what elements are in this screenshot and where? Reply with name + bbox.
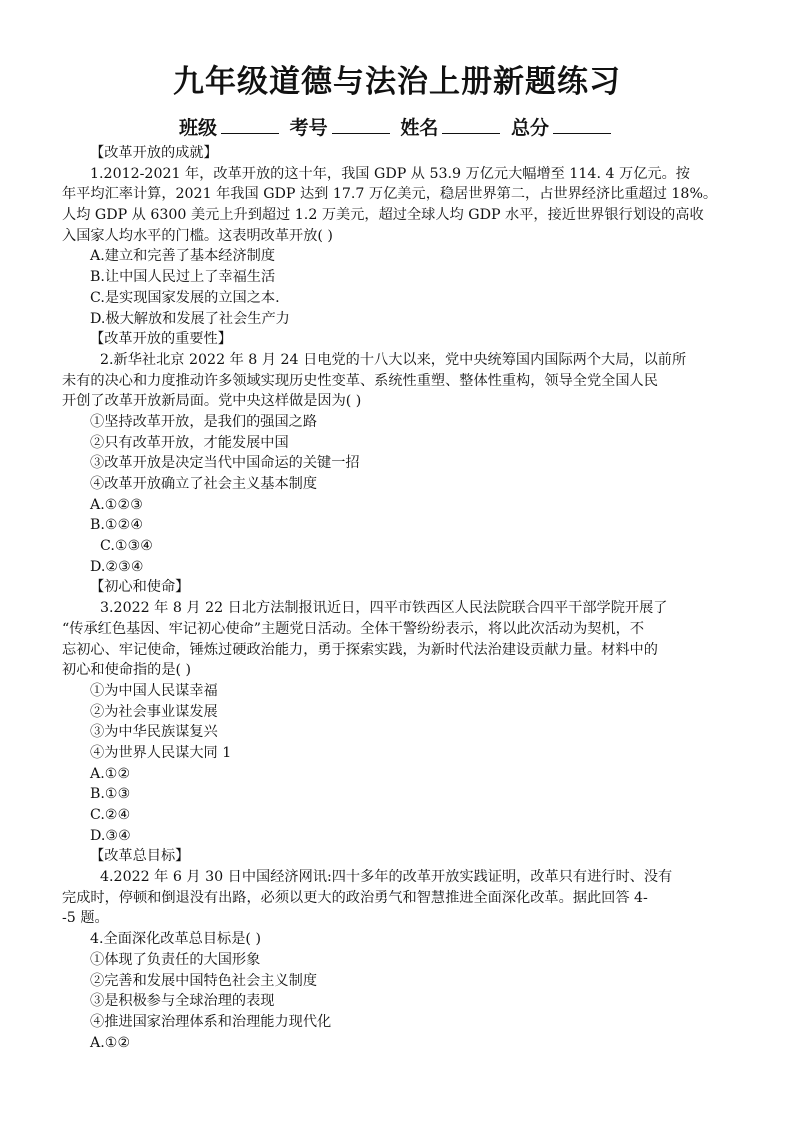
section-heading: 【改革开放的重要性】: [90, 331, 232, 348]
text-line: 开创了改革开放新局面。党中央这样做是因为( ): [62, 393, 362, 410]
text-line: D.③④: [90, 827, 131, 844]
exam-no-blank[interactable]: [332, 115, 390, 134]
text-line: ④改革开放确立了社会主义基本制度: [90, 476, 318, 492]
text-line: 4.2022 年 6 月 30 日中国经济网讯:四十多年的改革开放实践证明，改革只有进行时、没有: [100, 869, 673, 886]
text-line: 忘初心、牢记使命，锤炼过硬政治能力，勇于探索实践，为新时代法治建设贡献力量。材料中的: [62, 641, 658, 658]
text-line: D.②③④: [90, 558, 144, 575]
text-line: B.①③: [90, 786, 131, 803]
text-line: 未有的决心和力度推动许多领域实现历史性变革、系统性重塑、整体性重构，领导全党全国人民: [62, 372, 658, 389]
score-blank[interactable]: [553, 115, 611, 134]
name-label: 姓名: [400, 117, 439, 139]
class-blank[interactable]: [221, 115, 279, 134]
text-line: 入国家人均水平的门槛。这表明改革开放( ): [62, 227, 333, 244]
text-line: ③改革开放是决定当代中国命运的关键一招: [90, 455, 360, 472]
text-line: A.建立和完善了基本经济制度: [90, 248, 276, 265]
text-line: B.让中国人民过上了幸福生活: [90, 269, 276, 286]
text-line: ③是积极参与全球治理的表现: [90, 993, 275, 1010]
text-line: B.①②④: [90, 517, 144, 534]
text-line: ①坚持改革开放，是我们的强国之路: [90, 413, 318, 430]
text-line: C.①③④: [100, 538, 154, 555]
text-line: ②完善和发展中国特色社会主义制度: [90, 972, 318, 989]
text-line: D.极大解放和发展了社会生产力: [90, 310, 290, 327]
text-line: ①为中国人民谋幸福: [90, 682, 218, 699]
text-line: A.①②: [90, 765, 131, 782]
text-line: 2.新华社北京 2022 年 8 月 24 日电党的十八大以来，党中央统筹国内国际两个大局，以前所: [100, 351, 687, 368]
text-line: 3.2022 年 8 月 22 日北方法制报讯近日，四平市铁西区人民法院联合四平干部学院开展了: [100, 600, 668, 617]
section-heading: 【改革总目标】: [90, 848, 190, 865]
question-content: [62, 143, 738, 1053]
text-line: ③为中华民族谋复兴: [90, 724, 218, 741]
text-line: C.是实现国家发展的立国之本.: [90, 289, 280, 306]
page-title: 九年级道德与法治上册新题练习: [173, 64, 621, 100]
text-line: C.②④: [90, 807, 131, 823]
section-heading: 【改革开放的成就】: [90, 145, 218, 161]
text-line: 4.全面深化改革总目标是( ): [90, 931, 261, 948]
text-line: A.①②③: [90, 496, 143, 513]
text-line: 人均 GDP 从 6300 美元上升到超过 1.2 万美元，超过全球人均 GDP 水平，接近世界银行划设的高收: [62, 207, 704, 224]
text-line: 初心和使命指的是( ): [62, 662, 192, 679]
student-info-row: [0, 113, 794, 140]
text-line: ②为社会事业谋发展: [90, 703, 218, 720]
text-line: ②只有改革开放，才能发展中国: [90, 434, 289, 451]
text-line: 完成时，停顿和倒退没有出路，必须以更大的政治勇气和智慧推进全面深化改革。据此回答 4-: [62, 889, 648, 906]
section-heading: 【初心和使命】: [90, 579, 190, 596]
score-label: 总分: [510, 117, 549, 139]
text-line: 年平均汇率计算，2021 年我国 GDP 达到 17.7 万亿美元，稳居世界第二，占世界经济比重超过 18%。: [62, 186, 718, 203]
text-line: 1.2012-2021 年，改革开放的这十年，我国 GDP 从 53.9 万亿元大幅增至 114. 4 万亿元。按: [90, 165, 690, 182]
exam-no-label: 考号: [289, 117, 328, 139]
text-line: ④为世界人民谋大同 1: [90, 744, 232, 761]
class-label: 班级: [179, 117, 218, 139]
name-blank[interactable]: [442, 115, 500, 134]
text-line: ①体现了负责任的大国形象: [90, 951, 261, 968]
text-line: ④推进国家治理体系和治理能力现代化: [90, 1013, 332, 1030]
text-line: A.①②: [90, 1034, 131, 1051]
text-line: “传承红色基因、牢记初心使命”主题党日活动。全体干警纷纷表示，将以此次活动为契机，不: [62, 620, 645, 637]
text-line: -5 题。: [62, 910, 109, 927]
